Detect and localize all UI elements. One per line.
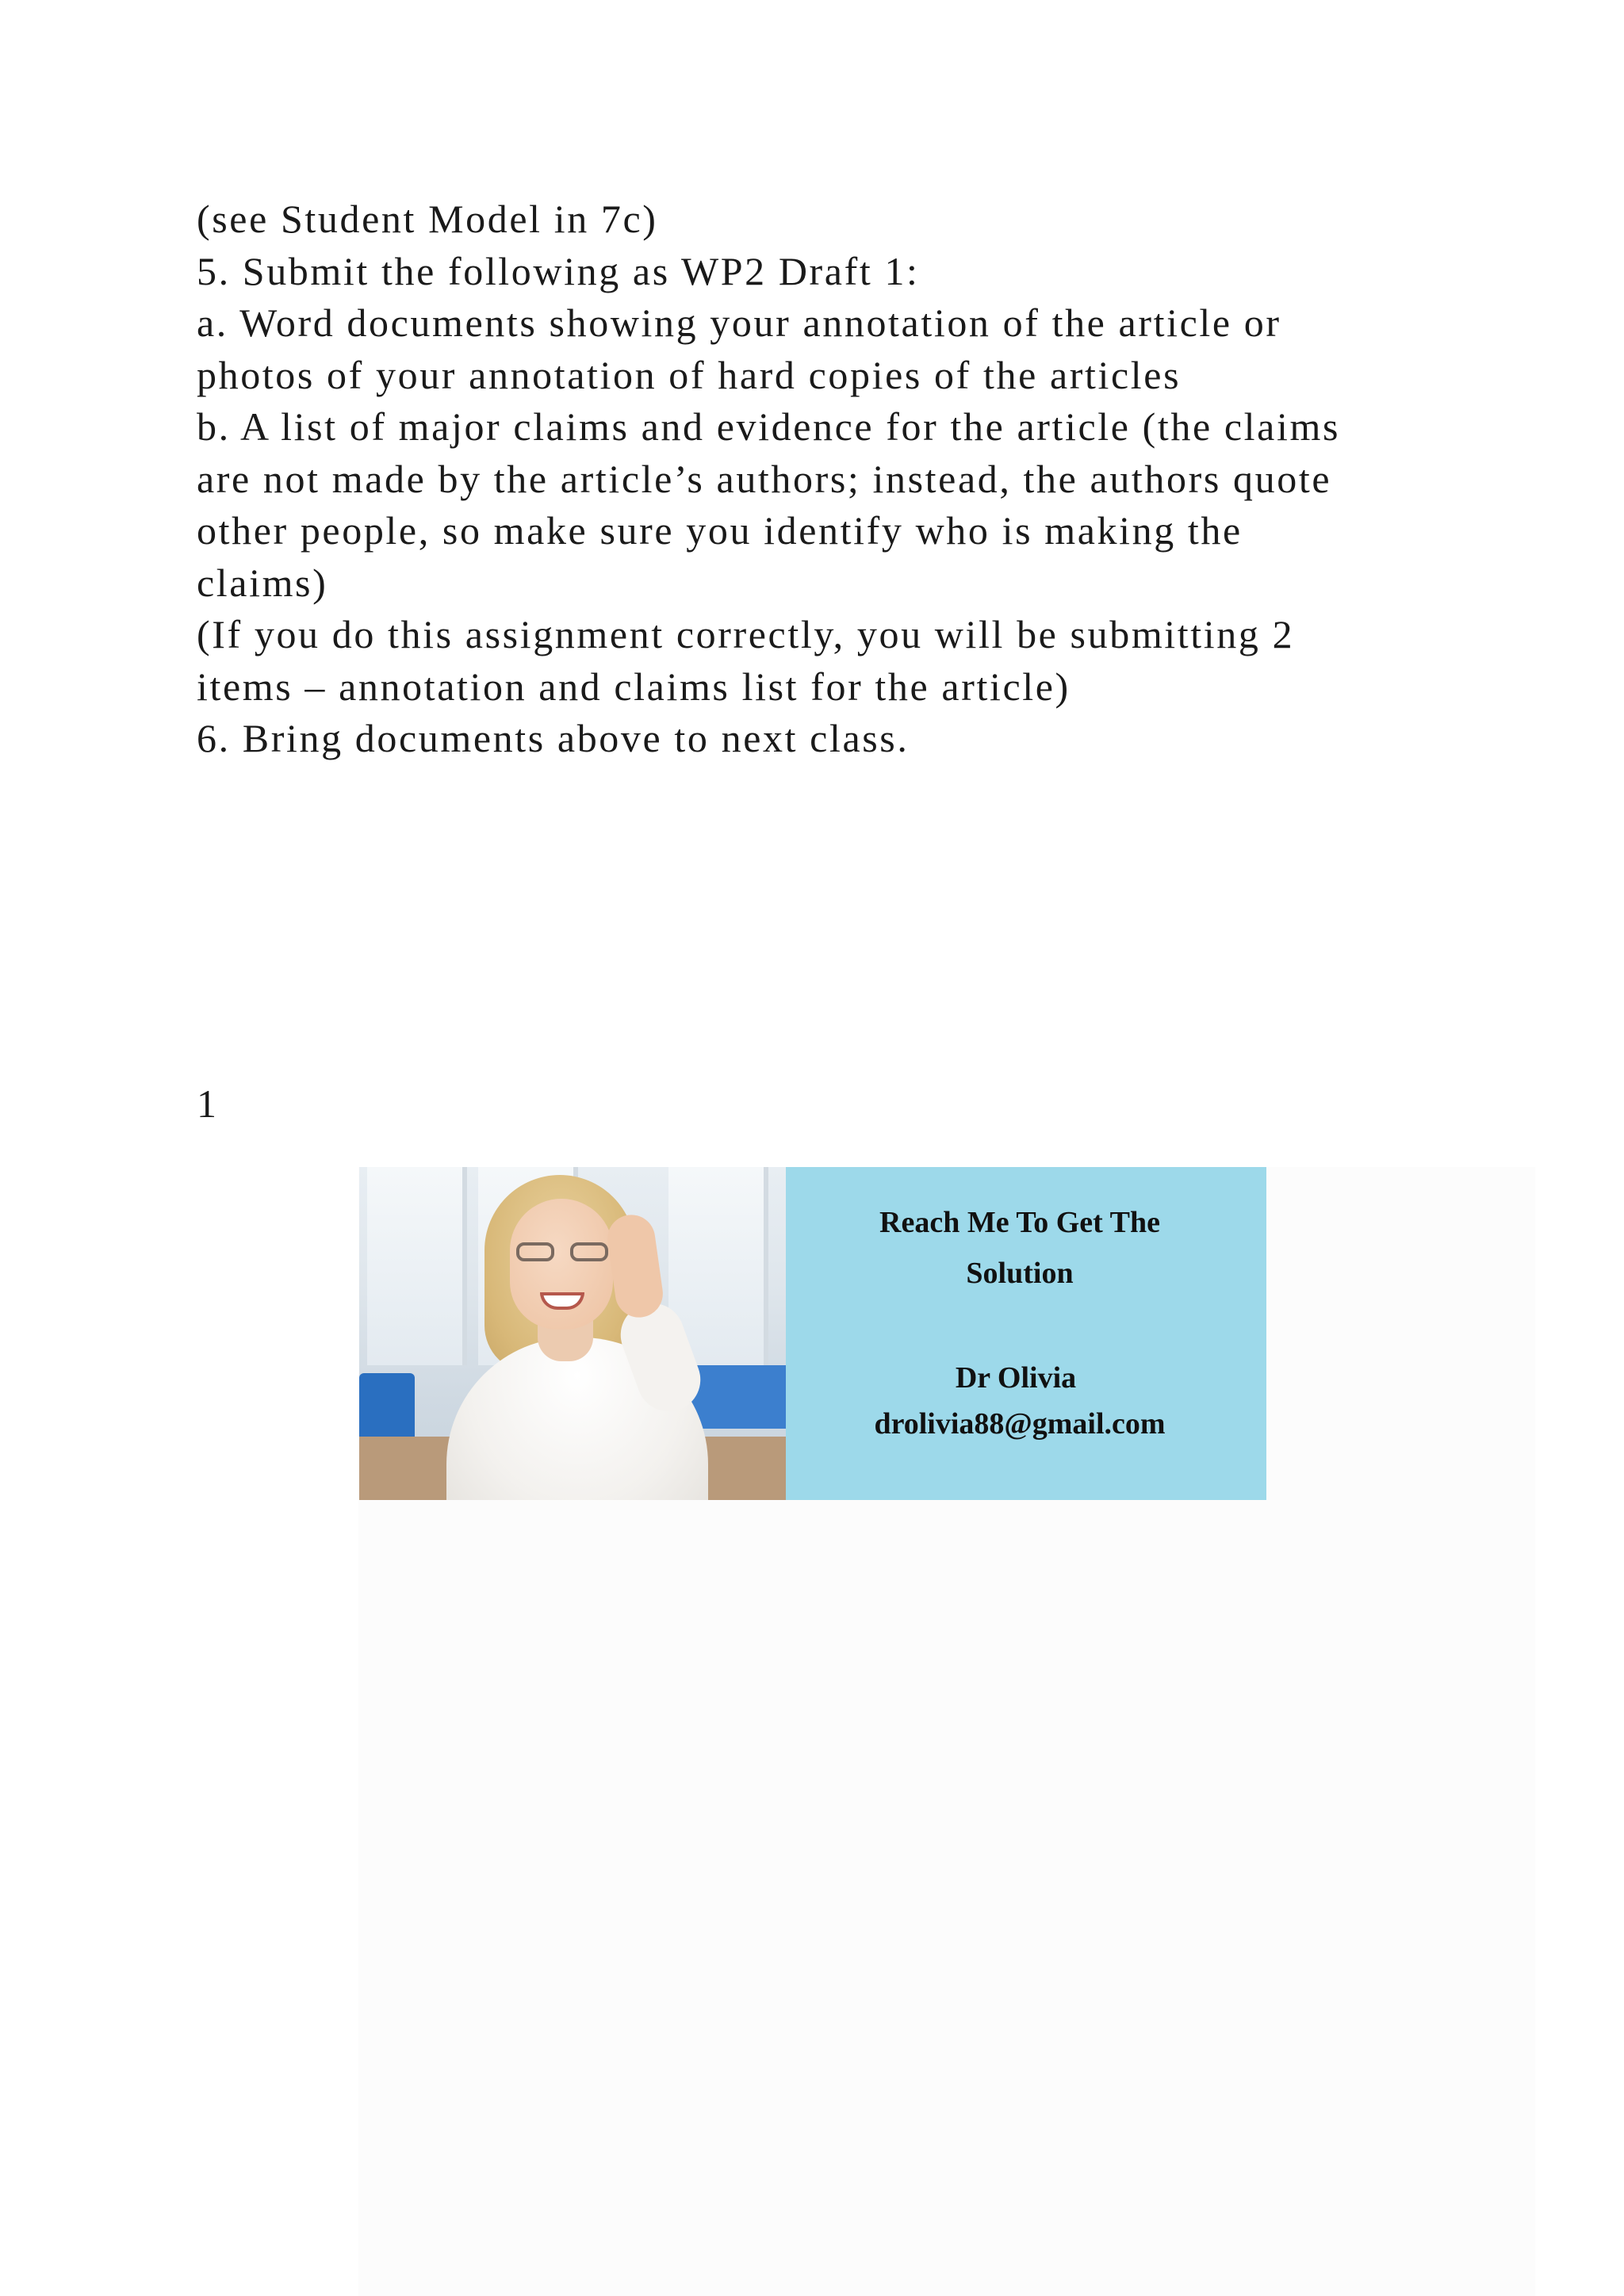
text-line: a. Word documents showing your annotation of the article or xyxy=(197,300,1281,345)
contact-name: Dr Olivia xyxy=(955,1361,1077,1395)
document-body xyxy=(197,193,1497,765)
contact-email: drolivia88@gmail.com xyxy=(874,1407,1166,1441)
text-line: 5. Submit the following as WP2 Draft 1: xyxy=(197,248,920,293)
page-number: 1 xyxy=(197,1081,219,1126)
text-line: claims) xyxy=(197,560,328,605)
banner-headline-line: Solution xyxy=(966,1257,1074,1290)
contact-card xyxy=(786,1167,1266,1500)
banner-headline-line: Reach Me To Get The xyxy=(879,1206,1160,1239)
text-line: 6. Bring documents above to next class. xyxy=(197,716,910,760)
text-line: (see Student Model in 7c) xyxy=(197,197,658,241)
window-pane xyxy=(367,1167,467,1365)
text-line: (If you do this assignment correctly, you will be submitting 2 xyxy=(197,612,1295,656)
face-shape xyxy=(510,1199,613,1330)
text-line: b. A list of major claims and evidence for the article (the claims xyxy=(197,404,1341,449)
text-line: are not made by the article’s authors; instead, the authors quote xyxy=(197,456,1332,501)
text-line: other people, so make sure you identify who is making the xyxy=(197,508,1243,553)
background-shape xyxy=(691,1365,786,1429)
woman-photo xyxy=(359,1167,786,1500)
banner-headline xyxy=(786,1197,1254,1299)
contact-banner xyxy=(359,1167,1266,1500)
text-line: photos of your annotation of hard copies of the articles xyxy=(197,352,1182,397)
text-line: items – annotation and claims list for the article) xyxy=(197,664,1071,709)
glasses-shape xyxy=(516,1242,608,1263)
